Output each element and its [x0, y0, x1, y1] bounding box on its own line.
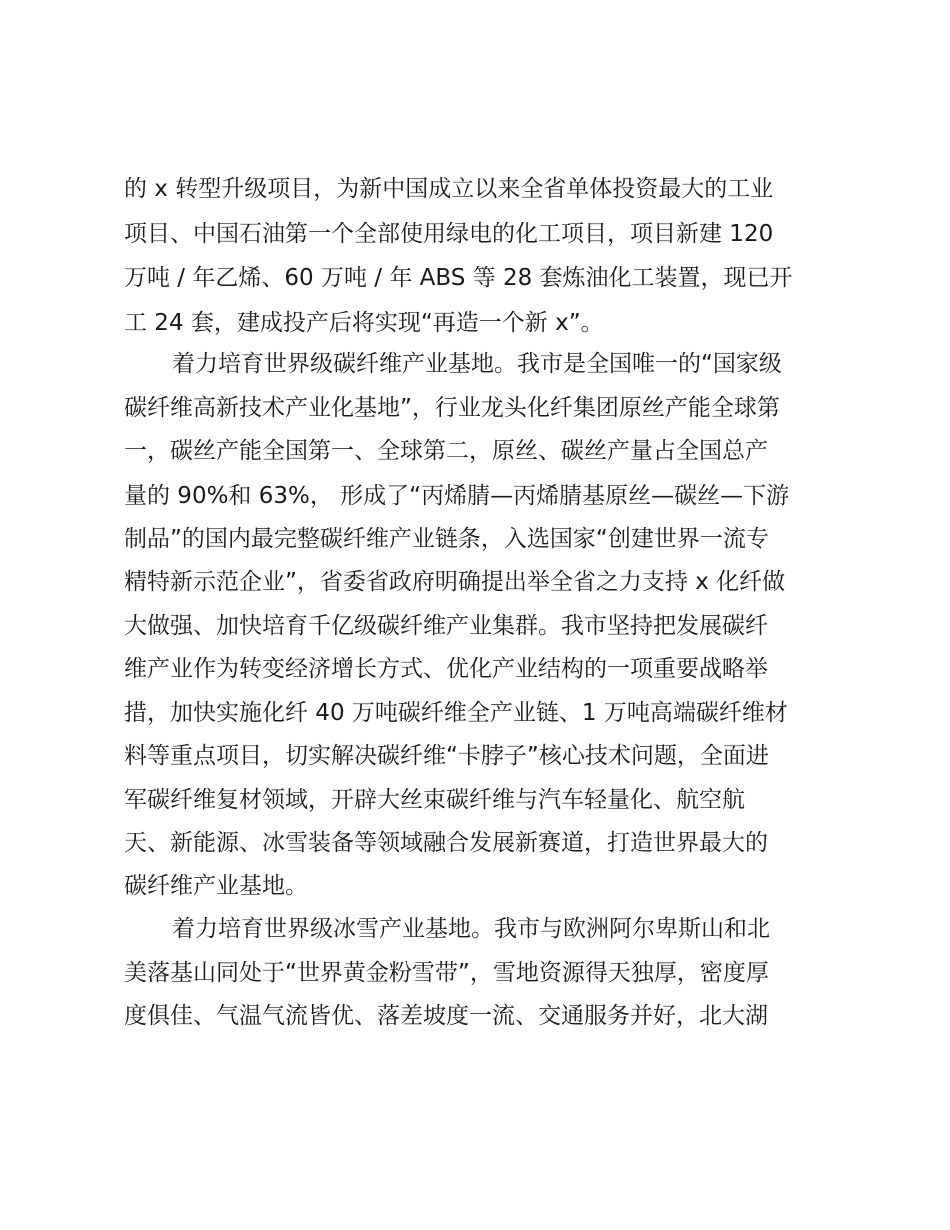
text-line-2: 项目、中国石油第一个全部使用绿电的化工项目，项目新建 120: [124, 221, 774, 247]
text-line-4: 工 24 套，建成投产后将实现“再造一个新 x”。: [124, 310, 604, 336]
text-line-9: 制品”的国内最完整碳纤维产业链条，入选国家“创建世界一流专: [124, 526, 769, 552]
text-line-12: 维产业作为转变经济增长方式、优化产业结构的一项重要战略举: [124, 656, 768, 682]
text-line-8: 量的 90%和 63%， 形成了“丙烯腈—丙烯腈基原丝—碳丝—下游: [124, 483, 790, 509]
text-line-15: 军碳纤维复材领域，开辟大丝束碳纤维与汽车轻量化、航空航: [124, 787, 745, 813]
paragraph-carbon-fiber-first-line: 着力培育世界级碳纤维产业基地。我市是全国唯一的“国家级: [172, 351, 782, 377]
text-line-3: 万吨 / 年乙烯、60 万吨 / 年 ABS 等 28 套炼油化工装置，现已开: [124, 265, 793, 291]
text-line-20: 度俱佳、气温气流皆优、落差坡度一流、交通服务并好，北大湖: [124, 1003, 768, 1029]
text-line-1: 的 x 转型升级项目，为新中国成立以来全省单体投资最大的工业: [124, 176, 774, 202]
text-line-6: 碳纤维高新技术产业化基地”，行业龙头化纤集团原丝产能全球第: [124, 395, 780, 421]
text-line-19: 美落基山同处于“世界黄金粉雪带”，雪地资源得天独厚，密度厚: [124, 960, 769, 986]
text-line-10: 精特新示范企业”，省委省政府明确提出举全省之力支持 x 化纤做: [124, 569, 786, 595]
text-line-14: 料等重点项目，切实解决碳纤维“卡脖子”核心技术问题，全面进: [124, 743, 769, 769]
text-line-17: 碳纤维产业基地。: [124, 873, 308, 899]
text-line-11: 大做强、加快培育千亿级碳纤维产业集群。我市坚持把发展碳纤: [124, 613, 768, 639]
text-line-16: 天、新能源、冰雪装备等领域融合发展新赛道，打造世界最大的: [124, 830, 768, 856]
text-line-13: 措，加快实施化纤 40 万吨碳纤维全产业链、1 万吨高端碳纤维材: [124, 700, 788, 726]
text-line-7: 一，碳丝产能全国第一、全球第二，原丝、碳丝产量占全国总产: [124, 438, 768, 464]
paragraph-ice-snow-first-line: 着力培育世界级冰雪产业基地。我市与欧洲阿尔卑斯山和北: [172, 916, 770, 942]
